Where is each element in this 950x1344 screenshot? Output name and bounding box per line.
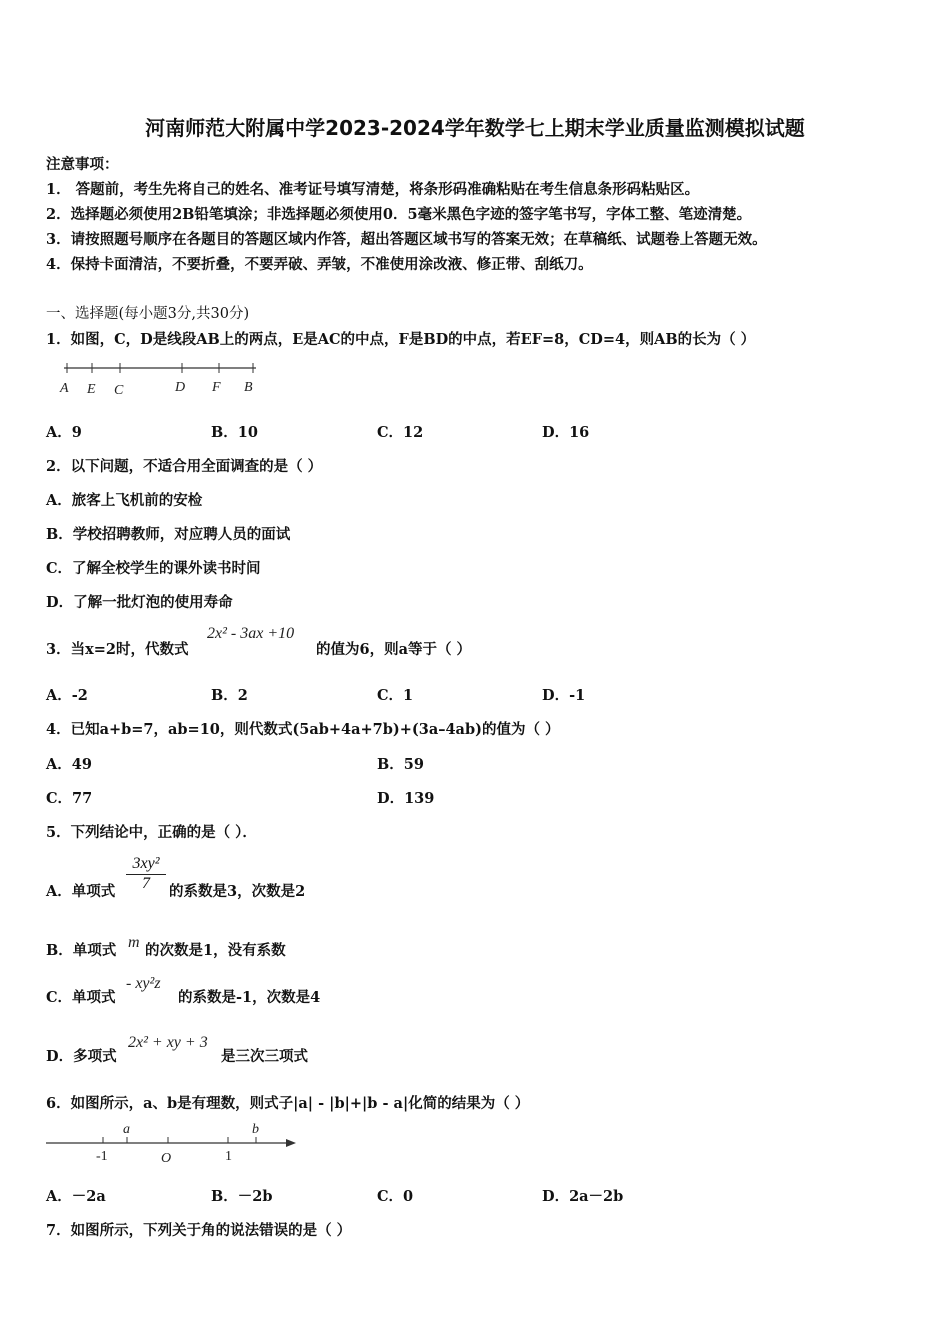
q4-option-a: A．49 — [46, 756, 92, 773]
q5-stem: 5．下列结论中，正确的是（ ）． — [46, 824, 257, 841]
q4-option-b: B．59 — [377, 756, 424, 773]
notice-heading: 注意事项： — [46, 156, 119, 173]
q5-fraction-denominator: 7 — [126, 874, 166, 893]
q5-option-c-suffix: 的系数是-1，次数是4 — [178, 989, 321, 1006]
q1-label-f: F — [212, 380, 221, 395]
q5-option-b-expression: m — [128, 934, 140, 951]
q5-option-a-fraction — [126, 855, 166, 893]
notice-item-2: 2．选择题必须使用2B铅笔填涂；非选择题必须使用0．5毫米黑色字迹的签字笔书写，字体工整、笔迹清楚。 — [46, 206, 752, 223]
q6-option-a: A．－2a — [46, 1188, 106, 1205]
q1-option-c: C．12 — [377, 424, 424, 441]
q1-label-e: E — [87, 382, 96, 397]
q7-stem: 7．如图所示，下列关于角的说法错误的是（ ） — [46, 1222, 352, 1239]
q3-option-d: D．-1 — [542, 687, 586, 704]
q6-axis-arrow — [286, 1139, 296, 1147]
q3-option-c: C．1 — [377, 687, 414, 704]
q6-label-a: a — [123, 1122, 130, 1137]
q4-option-c: C．77 — [46, 790, 93, 807]
q5-option-d-expression: 2x² + xy + 3 — [128, 1034, 208, 1051]
q5-option-a-prefix: A．单项式 — [46, 883, 116, 900]
q1-stem: 1．如图，C，D是线段AB上的两点，E是AC的中点，F是BD的中点，若EF=8，CD=4，则AB的长为（ ） — [46, 331, 756, 348]
q3-option-b: B．2 — [211, 687, 248, 704]
q2-option-a: A．旅客上飞机前的安检 — [46, 492, 203, 509]
q6-option-d: D．2a－2b — [542, 1188, 624, 1205]
notice-item-1: 1． 答题前，考生先将自己的姓名、准考证号填写清楚，将条形码准确粘贴在考生信息条形码粘贴区。 — [46, 181, 700, 198]
notice-item-4: 4．保持卡面清洁，不要折叠，不要弄破、弄皱，不准使用涂改液、修正带、刮纸刀。 — [46, 256, 593, 273]
q2-option-d: D．了解一批灯泡的使用寿命 — [46, 594, 233, 611]
q6-option-c: C．0 — [377, 1188, 414, 1205]
q1-segment-figure — [56, 360, 266, 400]
q1-option-d: D．16 — [542, 424, 590, 441]
q3-option-a: A．-2 — [46, 687, 88, 704]
q1-option-b: B．10 — [211, 424, 258, 441]
q1-option-a: A．9 — [46, 424, 82, 441]
q3-stem-end: 的值为6，则a等于（ ） — [316, 641, 472, 658]
q4-option-d: D．139 — [377, 790, 435, 807]
q5-option-b-prefix: B．单项式 — [46, 942, 117, 959]
q5-option-d-prefix: D．多项式 — [46, 1048, 117, 1065]
q1-label-a: A — [60, 381, 69, 396]
q5-option-b-suffix: 的次数是1，没有系数 — [145, 942, 286, 959]
q1-label-b: B — [244, 380, 253, 395]
q5-option-c-prefix: C．单项式 — [46, 989, 116, 1006]
q6-number-line — [44, 1118, 304, 1168]
q2-stem: 2．以下问题，不适合用全面调查的是（ ） — [46, 458, 323, 475]
q6-label-one: 1 — [225, 1149, 232, 1164]
notice-item-3: 3．请按照题号顺序在各题目的答题区域内作答，超出答题区域书写的答案无效；在草稿纸、试题卷上答题无效。 — [46, 231, 767, 248]
q3-stem-start: 3．当x=2时，代数式 — [46, 641, 189, 658]
q6-label-minus-one: -1 — [96, 1149, 108, 1164]
q6-label-origin: O — [161, 1151, 172, 1166]
q1-label-d: D — [175, 380, 186, 395]
q4-stem: 4．已知a+b=7，ab=10，则代数式(5ab+4a+7b)+(3a–4ab)的值为（ ） — [46, 721, 560, 738]
q2-option-c: C．了解全校学生的课外读书时间 — [46, 560, 261, 577]
section-heading: 一、选择题(每小题3分,共30分) — [46, 306, 250, 322]
q5-fraction-numerator: 3xy² — [132, 855, 160, 872]
q3-expression: 2x² - 3ax +10 — [207, 625, 295, 642]
q5-option-c-expression: - xy²z — [126, 975, 161, 992]
q6-label-b: b — [252, 1122, 259, 1137]
q5-option-a-suffix: 的系数是3，次数是2 — [169, 883, 306, 900]
q1-label-c: C — [114, 383, 124, 398]
q5-option-d-suffix: 是三次三项式 — [221, 1048, 308, 1065]
q6-option-b: B．－2b — [211, 1188, 273, 1205]
q6-stem: 6．如图所示，a、b是有理数，则式子|a| - |b|+|b - a|化简的结果为（ ） — [46, 1095, 530, 1112]
page-title: 河南师范大附属中学2023-2024学年数学七上期末学业质量监测模拟试题 — [145, 116, 805, 140]
q2-option-b: B．学校招聘教师，对应聘人员的面试 — [46, 526, 291, 543]
